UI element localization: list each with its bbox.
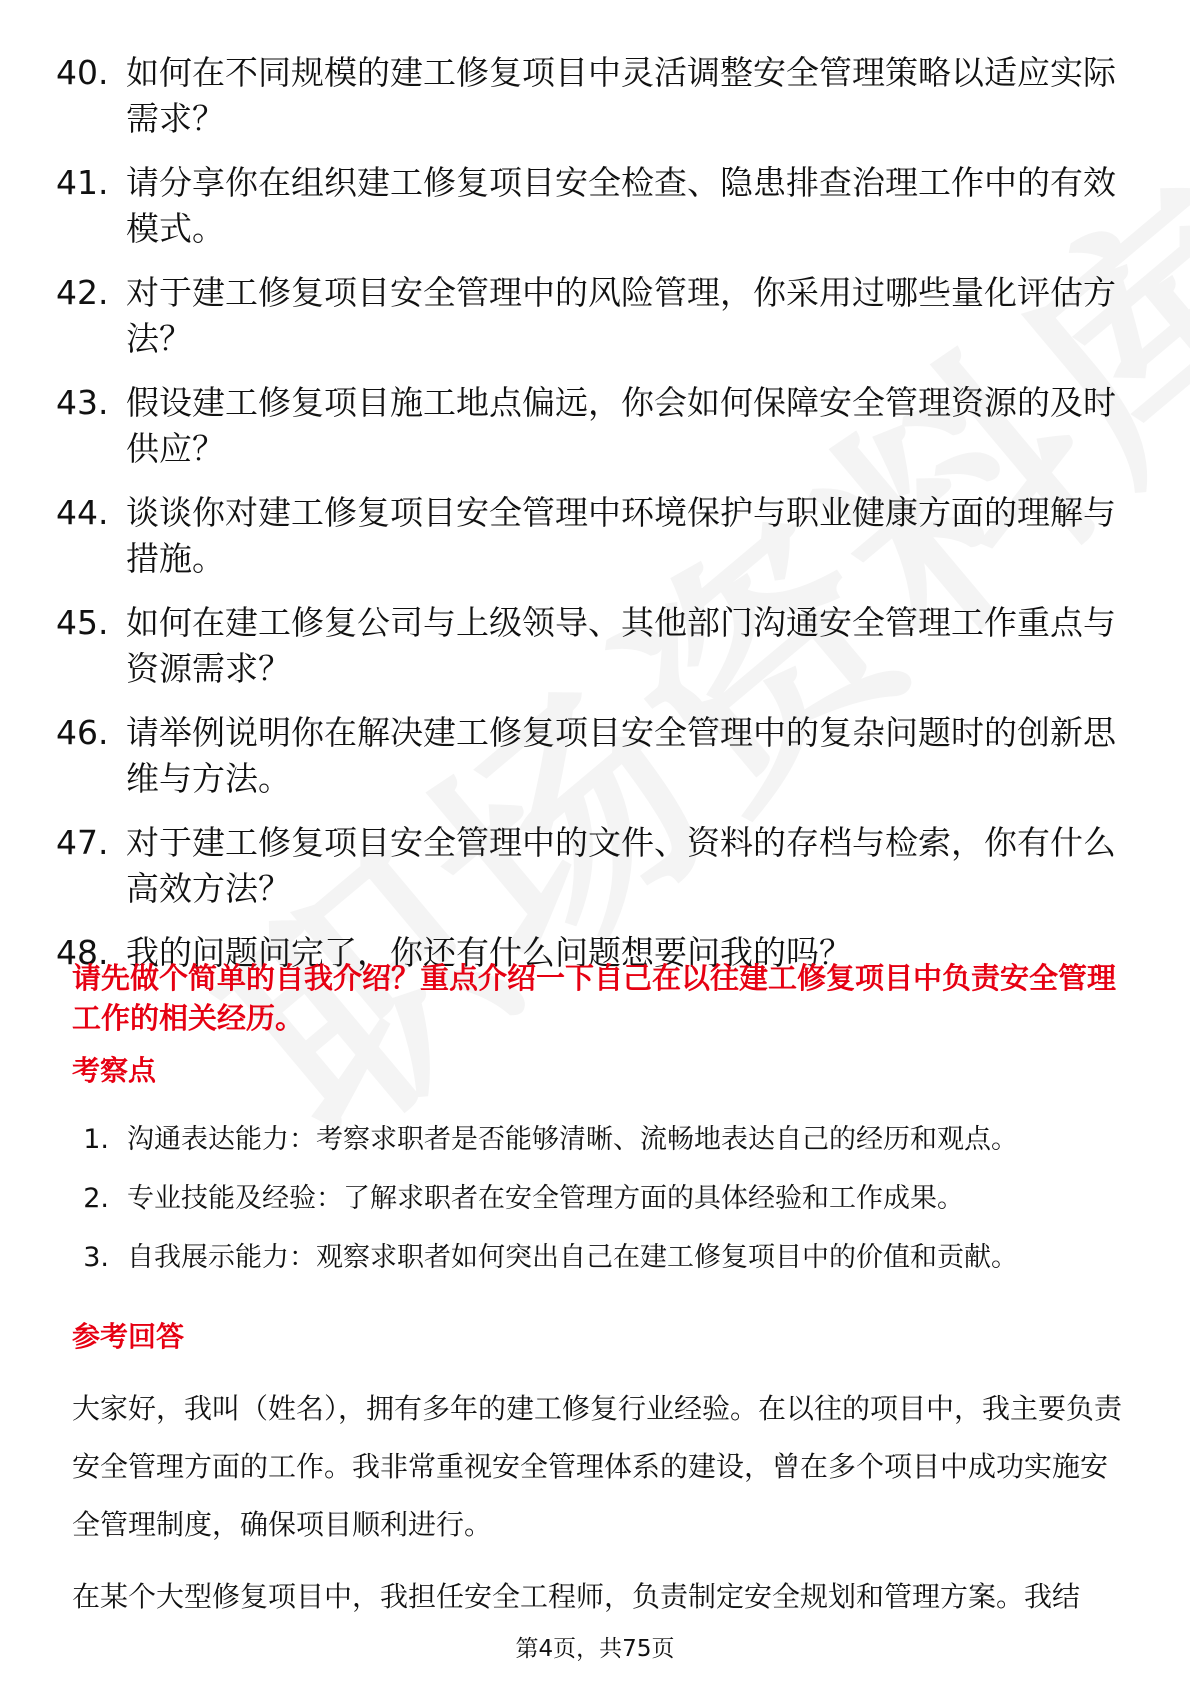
- item-text: 谈谈你对建工修复项目安全管理中环境保护与职业健康方面的理解与措施。: [126, 493, 1116, 578]
- item-number: 40.: [56, 53, 109, 92]
- list-item: [56, 50, 1116, 142]
- list-item: [72, 1122, 1132, 1158]
- list-item: [56, 600, 1116, 692]
- list-item: [56, 160, 1116, 252]
- item-number: 42.: [56, 273, 109, 312]
- inspection-points: [72, 1122, 1132, 1299]
- item-number: 2.: [83, 1183, 109, 1214]
- item-text: 假设建工修复项目施工地点偏远，你会如何保障安全管理资源的及时供应？: [126, 383, 1116, 468]
- item-text: 对于建工修复项目安全管理中的文件、资料的存档与检索，你有什么高效方法？: [126, 823, 1116, 908]
- item-number: 45.: [56, 603, 109, 642]
- item-text: 专业技能及经验：了解求职者在安全管理方面的具体经验和工作成果。: [127, 1183, 964, 1214]
- item-text: 我的问题问完了，你还有什么问题想要问我的吗？: [126, 933, 852, 972]
- list-item: [72, 1240, 1132, 1276]
- page-footer: 第4页，共75页: [515, 1636, 675, 1662]
- list-item: [56, 820, 1116, 912]
- list-item: [56, 490, 1116, 582]
- question-list: [56, 50, 1116, 994]
- item-text: 对于建工修复项目安全管理中的风险管理，你采用过哪些量化评估方法？: [126, 273, 1116, 358]
- section-title-inspection: 考察点: [72, 1054, 157, 1087]
- item-number: 41.: [56, 163, 109, 202]
- item-number: 1.: [83, 1124, 109, 1155]
- item-number: 46.: [56, 713, 109, 752]
- list-item: [56, 270, 1116, 362]
- section-title-answer: 参考回答: [72, 1320, 185, 1353]
- list-item: [56, 710, 1116, 802]
- item-text: 自我展示能力：观察求职者如何突出自己在建工修复项目中的价值和贡献。: [127, 1242, 1018, 1273]
- item-text: 请举例说明你在解决建工修复项目安全管理中的复杂问题时的创新思维与方法。: [126, 713, 1116, 798]
- item-number: 44.: [56, 493, 109, 532]
- item-text: 如何在建工修复公司与上级领导、其他部门沟通安全管理工作重点与资源需求？: [126, 603, 1116, 688]
- answer-paragraph: 大家好，我叫（姓名），拥有多年的建工修复行业经验。在以往的项目中，我主要负责安全管理方面的工作。我非常重视安全管理体系的建设，曾在多个项目中成功实施安全管理制度，确保项目顺利进行。: [72, 1392, 1123, 1541]
- list-item: [56, 380, 1116, 472]
- item-number: 3.: [83, 1242, 109, 1273]
- item-number: 43.: [56, 383, 109, 422]
- answer-paragraph: 在某个大型修复项目中，我担任安全工程师，负责制定安全规划和管理方案。我结: [72, 1580, 1081, 1613]
- item-number: 48.: [56, 933, 109, 972]
- item-text: 沟通表达能力：考察求职者是否能够清晰、流畅地表达自己的经历和观点。: [127, 1124, 1018, 1155]
- item-text: 请分享你在组织建工修复项目安全检查、隐患排查治理工作中的有效模式。: [126, 163, 1116, 248]
- item-text: 如何在不同规模的建工修复项目中灵活调整安全管理策略以适应实际需求？: [126, 53, 1116, 138]
- highlight-question: 请先做个简单的自我介绍？重点介绍一下自己在以往建工修复项目中负责安全管理工作的相关经历。: [72, 961, 1117, 1035]
- item-number: 47.: [56, 823, 109, 862]
- list-item: [72, 1181, 1132, 1217]
